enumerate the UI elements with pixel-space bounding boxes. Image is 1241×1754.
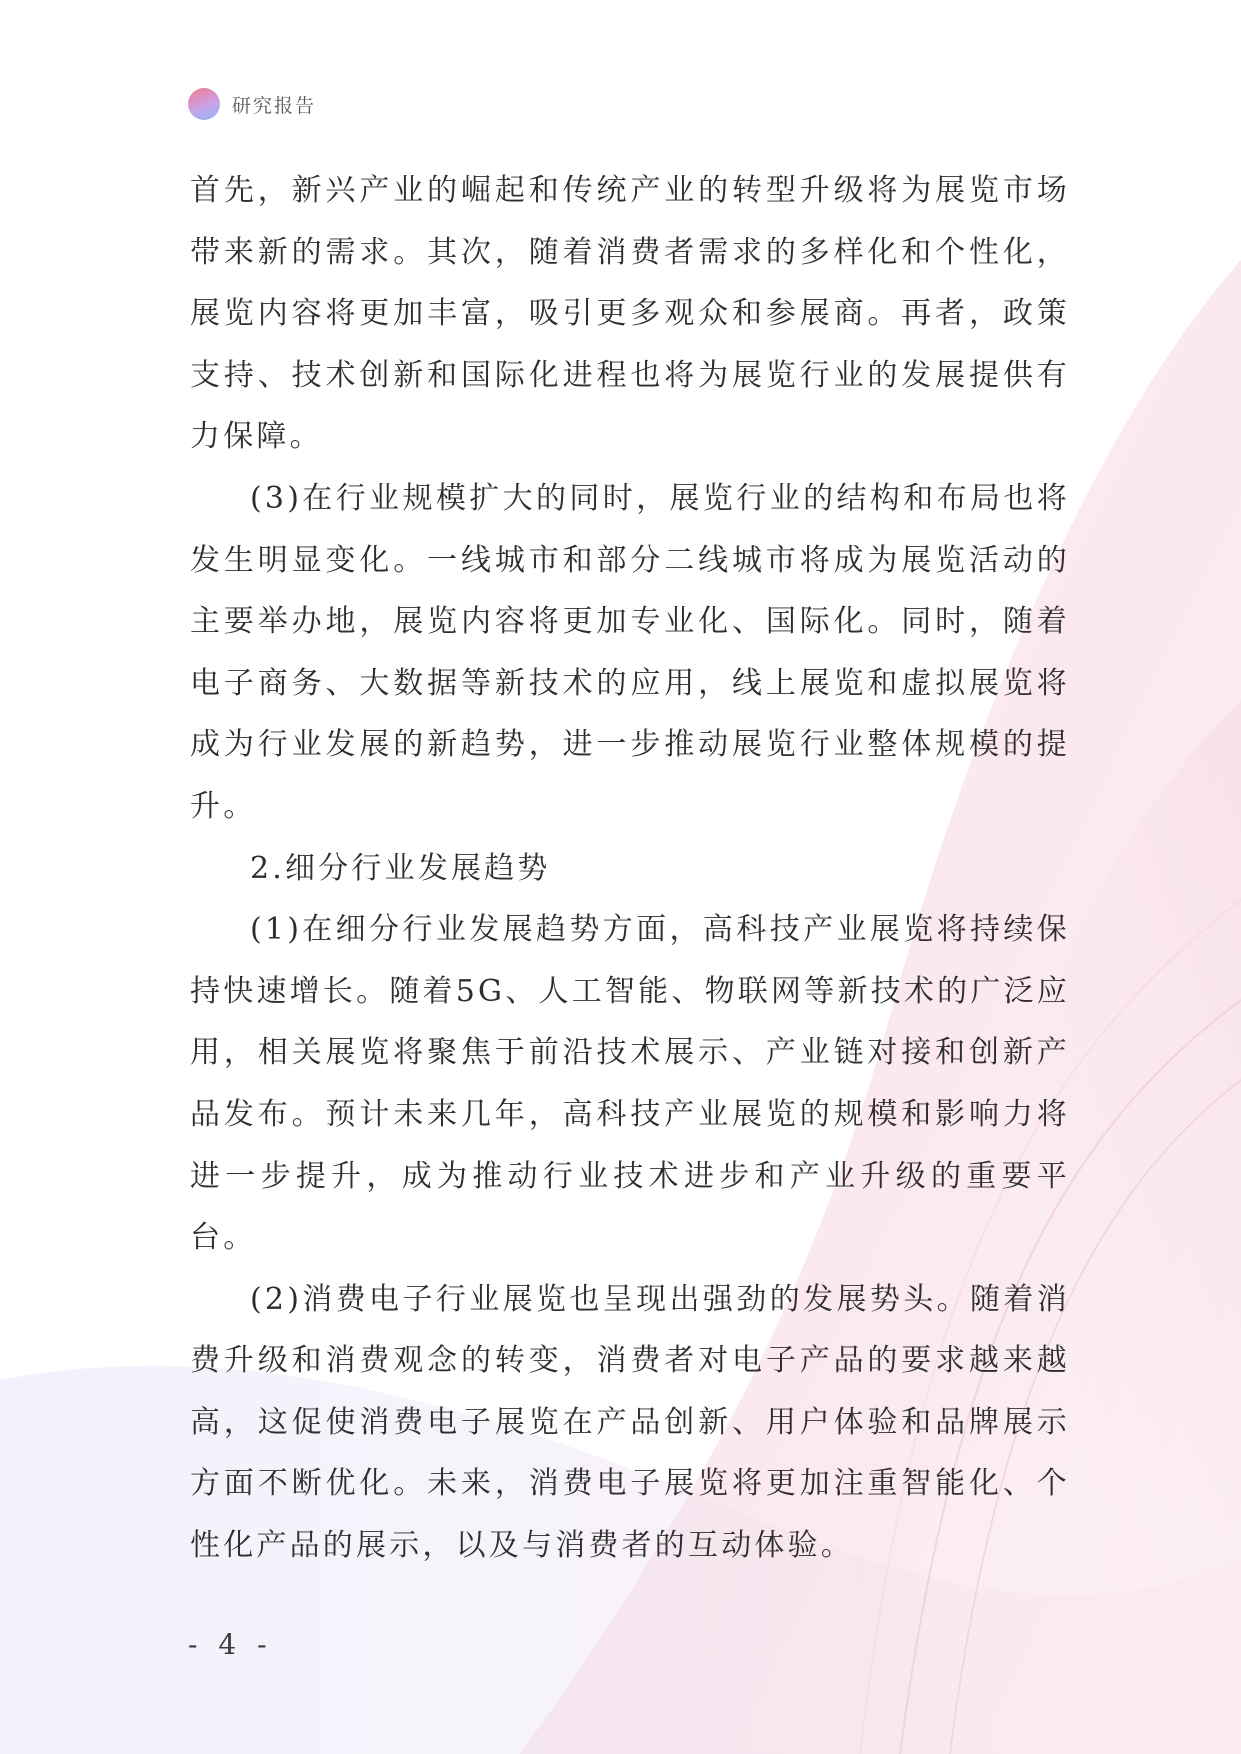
- paragraph: (3)在行业规模扩大的同时，展览行业的结构和布局也将发生明显变化。一线城市和部分二线城市将成为展览活动的主要举办地，展览内容将更加专业化、国际化。同时，随着电子商务、大数据等新技术的应用，线上展览和虚拟展览将成为行业发展的新趋势，进一步推动展览行业整体规模的提升。: [190, 480, 1070, 824]
- logo-icon: [188, 88, 220, 120]
- paragraph: (1)在细分行业发展趋势方面，高科技产业展览将持续保持快速增长。随着5G、人工智能、物联网等新技术的广泛应用，相关展览将聚焦于前沿技术展示、产业链对接和创新产品发布。预计未来几年，高科技产业展览的规模和影响力将进一步提升，成为推动行业技术进步和产业升级的重要平台。: [190, 912, 1070, 1256]
- page-number: - 4 -: [188, 1628, 273, 1661]
- body-text: [190, 160, 1070, 1577]
- page-header: [188, 88, 316, 120]
- paragraph: (2)消费电子行业展览也呈现出强劲的发展势头。随着消费升级和消费观念的转变，消费者对电子产品的要求越来越高，这促使消费电子展览在产品创新、用户体验和品牌展示方面不断优化。未来，消费电子展览将更加注重智能化、个性化产品的展示，以及与消费者的互动体验。: [190, 1281, 1070, 1564]
- paragraph: 首先，新兴产业的崛起和传统产业的转型升级将为展览市场带来新的需求。其次，随着消费者需求的多样化和个性化，展览内容将更加丰富，吸引更多观众和参展商。再者，政策支持、技术创新和国际化进程也将为展览行业的发展提供有力保障。: [190, 173, 1070, 455]
- section-heading: 2.细分行业发展趋势: [250, 850, 551, 886]
- header-title: 研究报告: [232, 94, 317, 117]
